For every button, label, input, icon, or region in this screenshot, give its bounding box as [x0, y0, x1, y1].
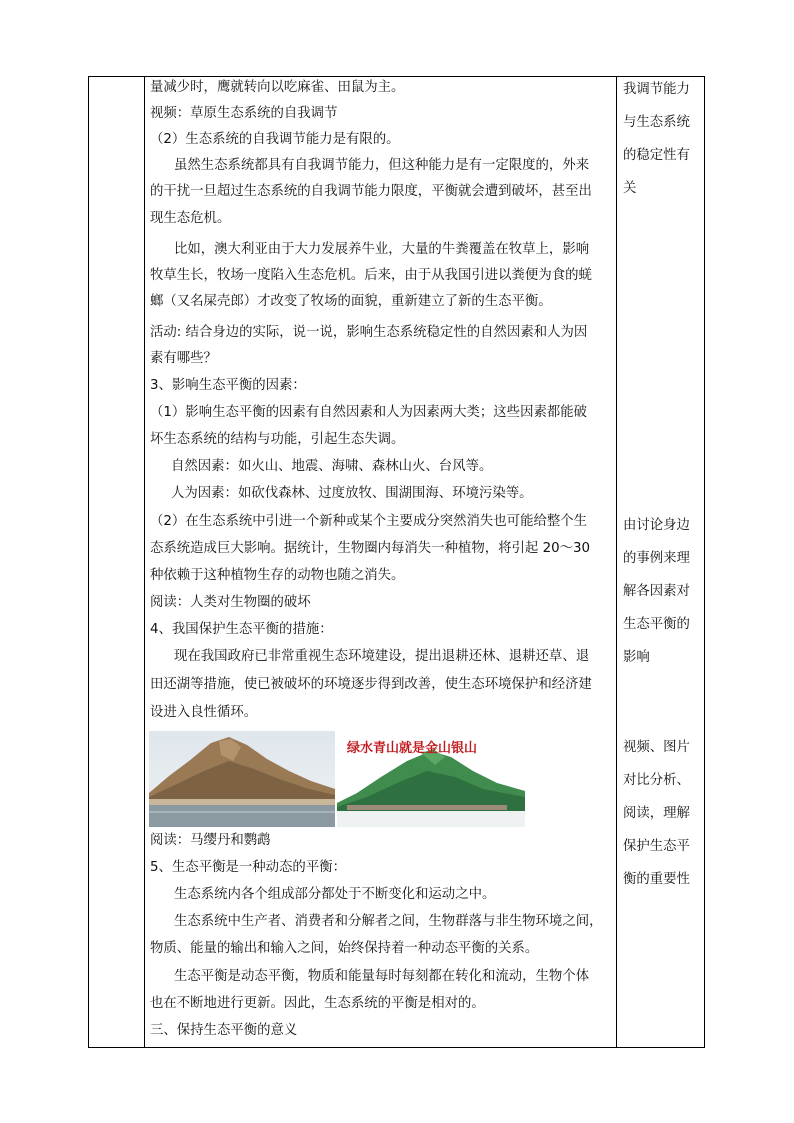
text-line: 田还湖等措施，使已被破坏的环境逐步得到改善，使生态环境保护和经济建 [150, 677, 592, 692]
text-line: 螂（又名屎壳郎）才改变了牧场的面貌，重新建立了新的生态平衡。 [150, 294, 552, 309]
photo-caption: 绿水青山就是金山银山 [347, 741, 478, 756]
side-note-line: 关 [623, 181, 637, 196]
side-note-line: 的稳定性有 [623, 148, 690, 163]
text-line: 素有哪些？ [150, 351, 217, 366]
side-note-line: 与生态系统 [623, 115, 690, 130]
text-line: 现生态危机。 [150, 211, 231, 226]
side-note-line: 生态平衡的 [623, 617, 690, 632]
text-line: 现在我国政府已非常重视生态环境建设，提出退耕还林、退耕还草、退 [174, 649, 590, 664]
text-line: 态系统造成巨大影响。据统计，生物圈内每消失一种植物，将引起 20～30 [150, 541, 591, 556]
side-note-line: 的事例来理 [623, 551, 690, 566]
text-line: 种依赖于这种植物生存的动物也随之消失。 [150, 568, 405, 583]
text-line: 虽然生态系统都具有自我调节能力，但这种能力是有一定限度的，外来 [174, 158, 590, 173]
text-line: 量减少时，鹰就转向以吃麻雀、田鼠为主。 [150, 80, 405, 95]
text-line: 牧草生长，牧场一度陷入生态危机。后来，由于从我国引进以粪便为食的蜣 [150, 268, 592, 283]
side-note-line: 解各因素对 [623, 584, 690, 599]
side-note-line: 我调节能力 [623, 82, 690, 97]
text-line: 视频：草原生态系统的自我调节 [150, 106, 338, 121]
text-line: 阅读：马缨丹和鹦鹉 [150, 833, 271, 848]
text-line: 人为因素：如砍伐森林、过度放牧、围湖围海、环境污染等。 [171, 486, 533, 501]
text-line: 物质、能量的输出和输入之间，始终保持着一种动态平衡的关系。 [150, 941, 539, 956]
column-divider-left [144, 77, 145, 1047]
text-line: 活动: 结合身边的实际，说一说，影响生态系统稳定性的自然因素和人为因 [150, 325, 588, 340]
text-line: 阅读：人类对生物圈的破坏 [150, 595, 311, 610]
text-line: （2）生态系统的自我调节能力是有限的。 [150, 132, 400, 147]
text-line: 生态系统内各个组成部分都处于不断变化和运动之中。 [174, 887, 496, 902]
column-divider-right [616, 77, 617, 1047]
side-note-line: 衡的重要性 [623, 872, 690, 887]
side-note-line: 保护生态平 [623, 839, 690, 854]
text-line: 4、我国保护生态平衡的措施： [150, 622, 333, 637]
text-line: 3、影响生态平衡的因素： [150, 378, 306, 393]
text-line: 也在不断地进行更新。因此，生态系统的平衡是相对的。 [150, 996, 485, 1011]
text-line: 的干扰一旦超过生态系统的自我调节能力限度，平衡就会遭到破坏，甚至出 [150, 184, 592, 199]
side-note-line: 由讨论身边 [623, 518, 690, 533]
text-line: 三、保持生态平衡的意义 [150, 1023, 298, 1038]
text-line: 生态平衡是动态平衡，物质和能量每时每刻都在转化和流动，生物个体 [174, 969, 590, 984]
comparison-photos [149, 731, 525, 827]
green-mountain-photo [337, 731, 525, 827]
degraded-mountain-photo [149, 731, 335, 827]
side-note-line: 视频、图片 [623, 740, 690, 755]
text-line: 设进入良性循环。 [150, 705, 258, 720]
side-note-line: 阅读，理解 [623, 806, 690, 821]
text-line: 比如，澳大利亚由于大力发展养牛业，大量的牛粪覆盖在牧草上，影响 [174, 242, 590, 257]
text-line: 生态系统中生产者、消费者和分解者之间，生物群落与非生物环境之间， [174, 914, 603, 929]
text-line: 自然因素：如火山、地震、海啸、森林山火、台风等。 [171, 459, 493, 474]
side-note-line: 影响 [623, 650, 650, 665]
lesson-table [88, 76, 705, 1048]
side-note-line: 对比分析、 [623, 773, 690, 788]
text-line: 5、生态平衡是一种动态的平衡： [150, 860, 346, 875]
text-line: 坏生态系统的结构与功能，引起生态失调。 [150, 432, 405, 447]
text-line: （2）在生态系统中引进一个新种或某个主要成分突然消失也可能给整个生 [150, 514, 588, 529]
text-line: （1）影响生态平衡的因素有自然因素和人为因素两大类；这些因素都能破 [150, 405, 588, 420]
